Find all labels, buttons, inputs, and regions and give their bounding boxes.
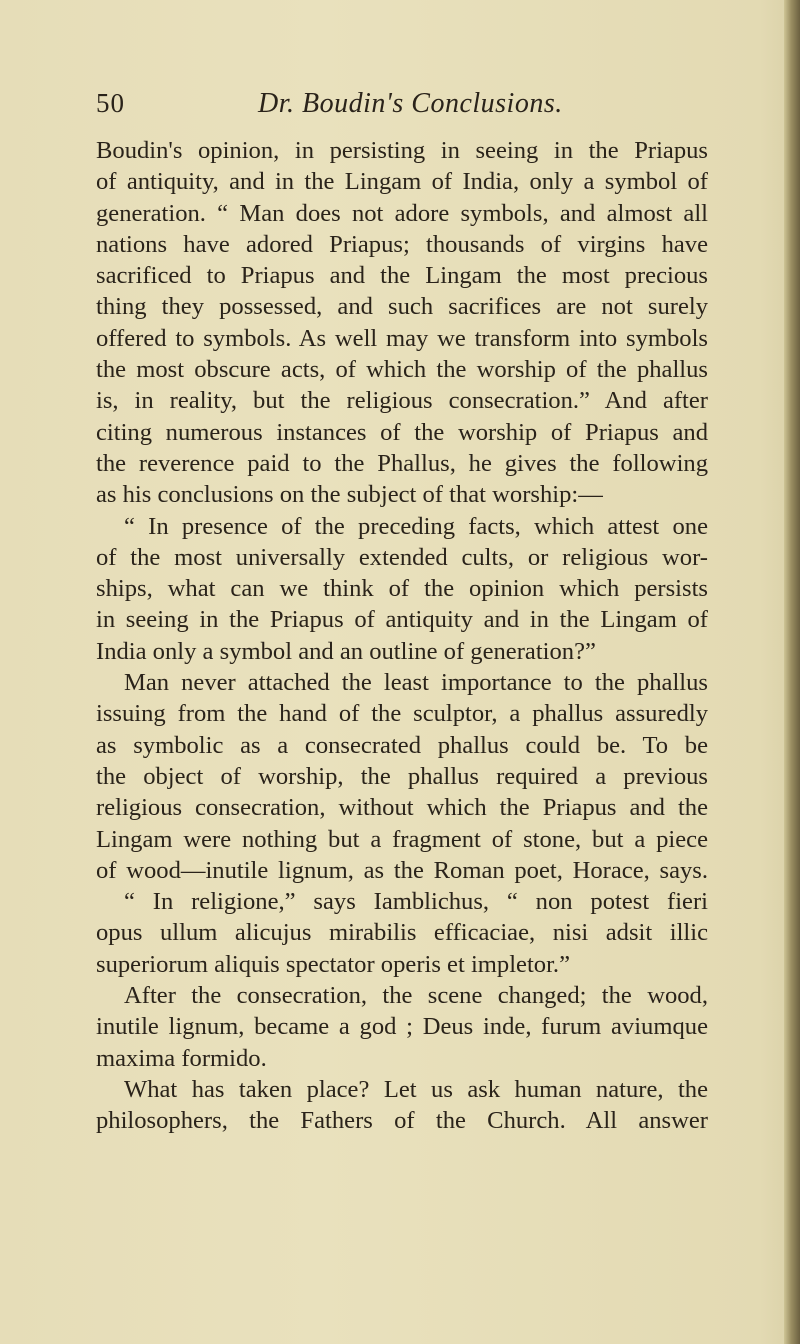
text-line: religious consecration, without which the Priapus and the: [96, 794, 708, 822]
text-line: is, in reality, but the religious consecration.” And after: [96, 387, 708, 415]
text-line: citing numerous instances of the worship of Priapus and: [96, 418, 708, 446]
text-line: of the most universally extended cults, or religious wor-: [96, 543, 708, 571]
page-number: 50: [96, 88, 125, 118]
text-line: the object of worship, the phallus required a previous: [96, 762, 708, 790]
page-edge: [784, 0, 800, 1344]
text-line: superiorum aliquis spectator operis et impletor.”: [96, 950, 570, 978]
text-line: “ In presence of the preceding facts, which attest one: [124, 512, 708, 540]
running-title: Dr. Boudin's Conclusions.: [258, 88, 563, 119]
text-line: the reverence paid to the Phallus, he gives the following: [96, 449, 708, 477]
text-line: Man never attached the least importance to the phallus: [124, 669, 708, 697]
text-line: Boudin's opinion, in persisting in seeing in the Priapus: [96, 137, 708, 164]
text-line: in seeing in the Priapus of antiquity and in the Lingam of: [96, 606, 708, 634]
text-line: philosophers, the Fathers of the Church. All answer: [96, 1107, 708, 1135]
text-line: “ In religione,” says Iamblichus, “ non potest fieri: [124, 888, 708, 916]
text-line: as symbolic as a consecrated phallus could be. To be: [96, 731, 708, 759]
text-line: thing they possessed, and such sacrifices are not surely: [96, 293, 708, 321]
text-line: the most obscure acts, of which the worship of the phallus: [96, 356, 708, 384]
text-line: ships, what can we think of the opinion which persists: [96, 575, 708, 603]
text-line: maxima formido.: [96, 1044, 267, 1072]
body-text: [96, 135, 708, 1137]
text-line: nations have adored Priapus; thousands of virgins have: [96, 230, 708, 258]
text-line: After the consecration, the scene changed; the wood,: [124, 982, 708, 1010]
text-line: Lingam were nothing but a fragment of stone, but a piece: [96, 825, 708, 853]
text-line: as his conclusions on the subject of that worship:—: [96, 481, 603, 509]
text-line: India only a symbol and an outline of generation?”: [96, 637, 596, 665]
text-line: sacrificed to Priapus and the Lingam the most precious: [96, 262, 708, 290]
text-line: of wood—inutile lignum, as the Roman poet, Horace, says.: [96, 856, 708, 884]
text-line: of antiquity, and in the Lingam of India, only a symbol of: [96, 168, 708, 196]
text-line: offered to symbols. As well may we transform into symbols: [96, 324, 708, 352]
text-line: issuing from the hand of the sculptor, a phallus assuredly: [96, 700, 708, 728]
text-line: generation. “ Man does not adore symbols, and almost all: [96, 199, 708, 227]
text-line: What has taken place? Let us ask human nature, the: [124, 1075, 708, 1103]
page-header: [96, 88, 716, 128]
text-line: inutile lignum, became a god ; Deus inde, furum aviumque: [96, 1013, 708, 1041]
text-line: opus ullum alicujus mirabilis efficaciae, nisi adsit illic: [96, 919, 708, 947]
